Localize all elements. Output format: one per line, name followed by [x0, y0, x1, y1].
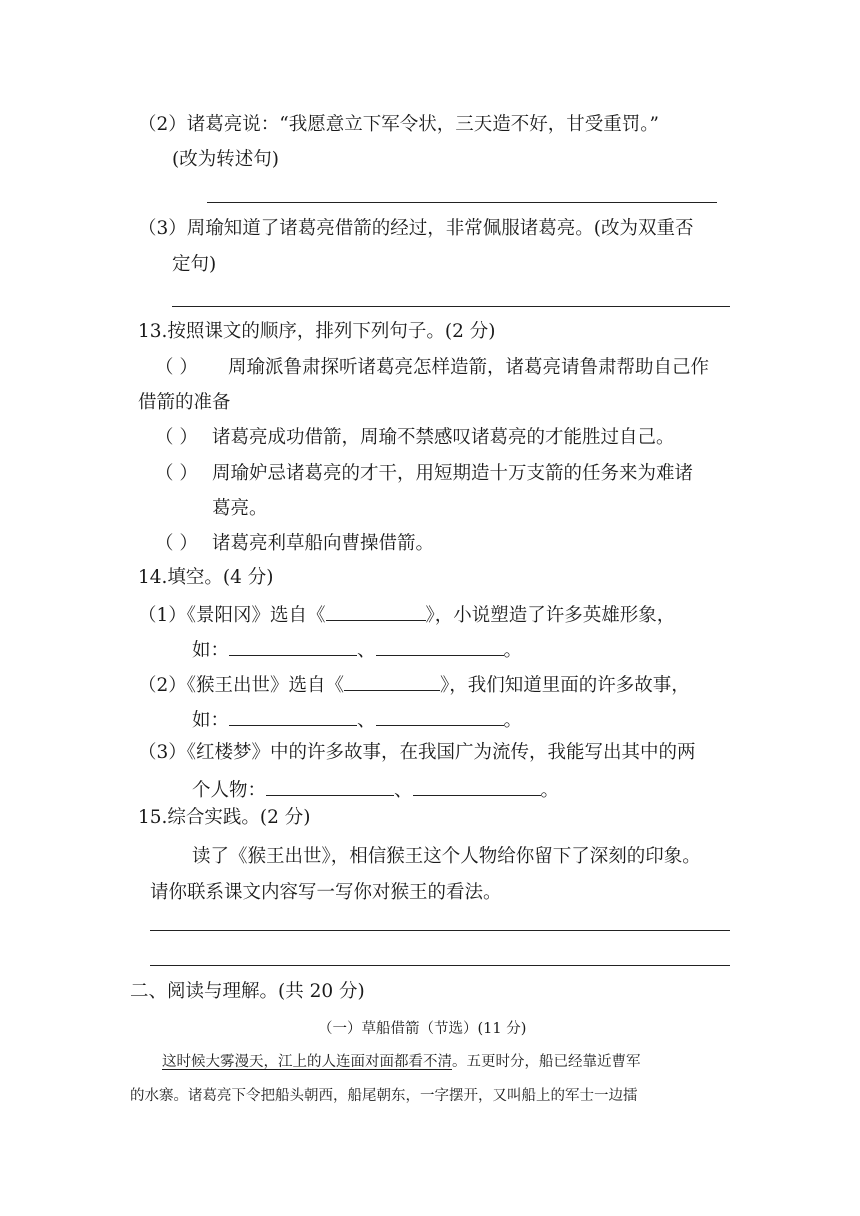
q12-item2-line2: (改为转述句) — [172, 149, 279, 170]
q13-option-4: 诸葛亮利草船向曹操借箭。 — [212, 533, 435, 554]
q14-item3-line2 — [192, 776, 559, 803]
q14-item3-blank-character-2[interactable] — [413, 776, 541, 796]
q14-item3-blank-character-1[interactable] — [266, 776, 394, 796]
q14-item3-end: 。 — [540, 780, 560, 801]
q12-item3-line2: 定句) — [172, 254, 217, 275]
q13-option-3-bracket[interactable]: （ ） — [155, 463, 198, 484]
q15-answer-line-2[interactable] — [150, 965, 730, 966]
passage-line-1 — [162, 1052, 641, 1072]
q13-heading: 13.按照课文的顺序，排列下列句子。(2 分) — [138, 321, 496, 342]
q14-item1-example-prefix: 如： — [192, 640, 230, 661]
q15-line1: 读了《猴王出世》，相信猴王这个人物给你留下了深刻的印象。 — [192, 846, 701, 867]
q13-option-2-bracket[interactable]: （ ） — [155, 427, 198, 448]
q14-item3-prefix: 个人物： — [192, 780, 267, 801]
q14-item3-line1: （3）《红楼梦》中的许多故事，在我国广为流传，我能写出其中的两 — [138, 742, 696, 763]
q13-option-4-bracket[interactable]: （ ） — [155, 533, 198, 554]
q14-item1-prefix: （1）《景阳冈》选自《 — [138, 605, 326, 626]
q14-item2 — [138, 671, 690, 698]
q15-answer-line-1[interactable] — [150, 930, 730, 931]
q15-heading: 15.综合实践。(2 分) — [138, 807, 311, 828]
q13-option-2: 诸葛亮成功借箭，周瑜不禁感叹诸葛亮的才能胜过自己。 — [212, 427, 675, 448]
q14-heading: 14.填空。(4 分) — [138, 567, 274, 588]
q13-option-3-line1: 周瑜妒忌诸葛亮的才干，用短期造十万支箭的任务来为难诸 — [212, 463, 694, 484]
q12-item2-answer-line[interactable] — [207, 202, 717, 203]
passage-line-1-rest: 。五更时分，船已经靠近曹军 — [452, 1054, 641, 1070]
q14-item2-end: 。 — [503, 710, 523, 731]
q14-item2-example-prefix: 如： — [192, 710, 230, 731]
q14-item1-end: 。 — [503, 640, 523, 661]
q13-option-3-line2: 葛亮。 — [212, 498, 268, 519]
q14-item1-separator: 、 — [357, 640, 376, 661]
q14-item2-blank-story-2[interactable] — [376, 706, 504, 726]
section2-subheading: （一）草船借箭（节选）(11 分) — [318, 1021, 527, 1037]
q14-item1-blank-hero-2[interactable] — [376, 636, 504, 656]
q14-item1-examples — [192, 636, 522, 663]
q14-item2-prefix: （2）《猴王出世》选自《 — [138, 675, 345, 696]
q15-line2: 请你联系课文内容写一写你对猴王的看法。 — [150, 882, 502, 903]
q14-item1-blank-hero-1[interactable] — [229, 636, 357, 656]
q14-item1 — [138, 601, 675, 628]
q14-item2-blank-story-1[interactable] — [229, 706, 357, 726]
q12-item3-line1: （3）周瑜知道了诸葛亮借箭的经过，非常佩服诸葛亮。(改为双重否 — [138, 218, 694, 239]
q13-option-1-line2: 借箭的准备 — [138, 392, 231, 413]
q13-option-1-bracket[interactable]: （ ） — [155, 357, 198, 378]
q14-item1-suffix: 》，小说塑造了许多英雄形象， — [425, 605, 676, 626]
q14-item3-separator: 、 — [394, 780, 413, 801]
q13-option-1-line1: 周瑜派鲁肃探听诸葛亮怎样造箭，诸葛亮请鲁肃帮助自己作 — [228, 357, 710, 378]
passage-underlined-sentence: 这时候大雾漫天，江上的人连面对面都看不清 — [162, 1054, 452, 1070]
q14-item1-blank-source[interactable] — [326, 601, 426, 621]
passage-line-2: 的水寨。诸葛亮下令把船头朝西，船尾朝东，一字摆开，又叫船上的军士一边擂 — [130, 1088, 638, 1104]
q12-item2-line1: （2）诸葛亮说：“我愿意立下军令状，三天造不好，甘受重罚。” — [138, 114, 659, 135]
q14-item2-blank-source[interactable] — [344, 671, 440, 691]
q14-item2-suffix: 》，我们知道里面的许多故事， — [440, 675, 690, 696]
section2-heading: 二、阅读与理解。(共 20 分) — [130, 981, 365, 1002]
q14-item2-separator: 、 — [357, 710, 376, 731]
q12-item3-answer-line[interactable] — [172, 306, 730, 307]
q14-item2-examples — [192, 706, 522, 733]
